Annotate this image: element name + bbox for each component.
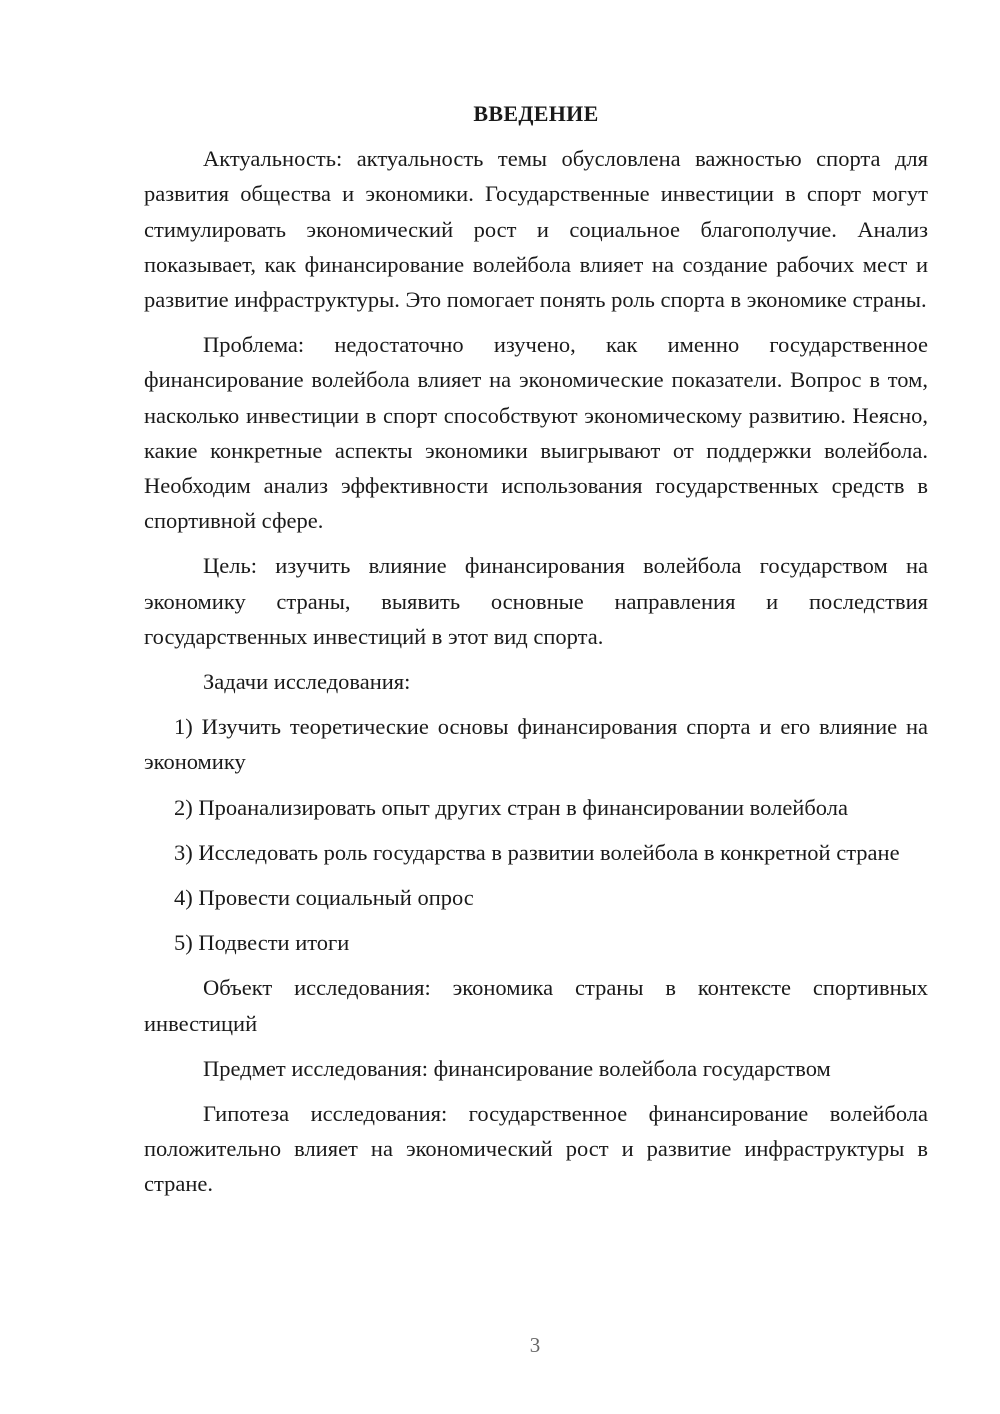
paragraph-problem: Проблема: недостаточно изучено, как именно государственное финансирование волейбола влияет на экономические показатели. Вопрос в том, насколько инвестиции в спорт способствуют экономическому развитию. Неясно, какие конкретные аспекты экономики выигрывают от поддержки волейбола. Необходим анализ эффективности использования государственных средств в спортивной сфере. <box>144 332 928 534</box>
paragraph-object: Объект исследования: экономика страны в контексте спортивных инвестиций <box>144 975 928 1036</box>
task-item-1: 1) Изучить теоретические основы финансирования спорта и его влияние на экономику <box>144 714 928 775</box>
page-number: 3 <box>529 1333 541 1357</box>
section-title: ВВЕДЕНИЕ <box>473 101 599 126</box>
paragraph-relevance: Актуальность: актуальность темы обусловлена важностью спорта для развития общества и экономики. Государственные инвестиции в спорт могут стимулировать экономический рост и социальное благополучие. Анализ показывает, как финансирование волейбола влияет на создание рабочих мест и развитие инфраструктуры. Это помогает понять роль спорта в экономике страны. <box>144 146 928 313</box>
tasks-heading: Задачи исследования: <box>203 669 411 695</box>
task-item-4: 4) Провести социальный опрос <box>174 885 474 911</box>
task-item-2: 2) Проанализировать опыт других стран в финансировании волейбола <box>174 794 848 820</box>
task-item-3: 3) Исследовать роль государства в развитии волейбола в конкретной стране <box>174 839 900 865</box>
paragraph-hypothesis: Гипотеза исследования: государственное финансирование волейбола положительно влияет на экономический рост и развитие инфраструктуры в стране. <box>144 1101 928 1197</box>
paragraph-goal: Цель: изучить влияние финансирования волейбола государством на экономику страны, выявить основные направления и последствия государственных инвестиций в этот вид спорта. <box>144 553 928 649</box>
task-item-5: 5) Подвести итоги <box>174 930 350 956</box>
document-page <box>144 96 928 1212</box>
paragraph-subject: Предмет исследования: финансирование волейбола государством <box>203 1055 831 1081</box>
